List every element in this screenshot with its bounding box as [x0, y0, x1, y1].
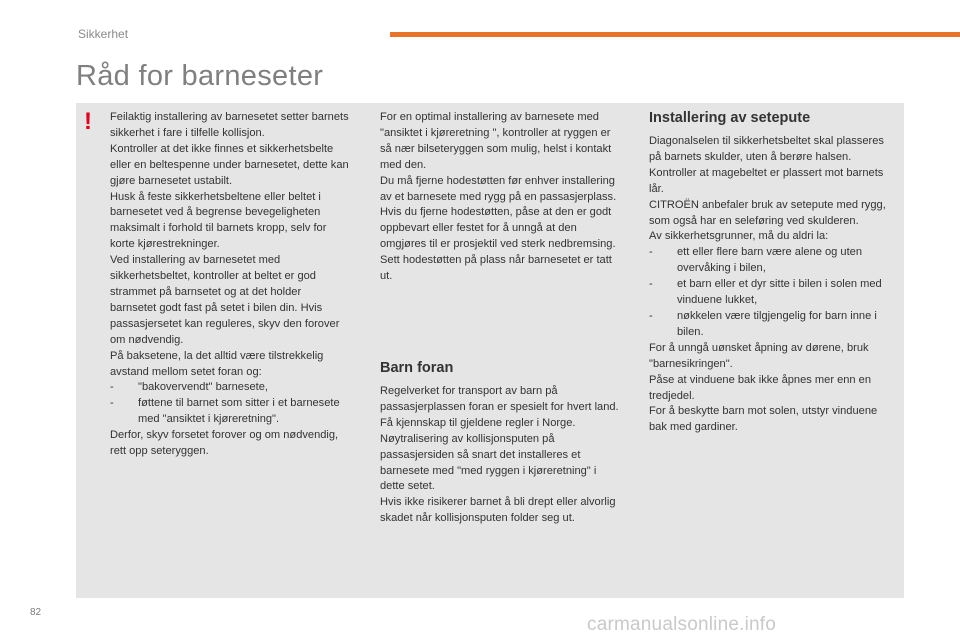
section-label: Sikkerhet — [78, 27, 129, 41]
warning-paragraph: På baksetene, la det alltid være tilstrekkelig avstand mellom setet foran og: — [110, 349, 324, 378]
warning-column — [110, 110, 350, 460]
barn-foran-paragraph: Nøytralisering av kollisjonsputen på passasjersiden så snart det installeres et barnesete med "med ryggen i kjøreretning" i dette setet. — [380, 432, 597, 493]
list-item-text: ett eller flere barn være alene og uten overvåking i bilen, — [677, 246, 863, 275]
list-item-text: føttene til barnet som sitter i et barnesete med "ansiktet i kjøreretning". — [138, 397, 340, 426]
list-marker: - — [649, 278, 653, 291]
setepute-paragraph: For å beskytte barn mot solen, utstyr vinduene bak med gardiner. — [649, 405, 878, 434]
header-accent-bar — [390, 32, 960, 37]
barn-foran-paragraph: Få kjennskap til gjeldene regler i Norge. — [380, 416, 576, 429]
barn-foran-paragraph: Hvis ikke risikerer barnet å bli drept eller alvorlig skadet når kollisjonsputen folder seg ut. — [380, 496, 616, 525]
page-number: 82 — [30, 607, 42, 618]
setepute-paragraph: Av sikkerhetsgrunner, må du aldri la: — [649, 230, 829, 243]
warning-paragraph: Derfor, skyv forsetet forover og om nødvendig, rett opp seteryggen. — [110, 429, 339, 458]
warning-paragraph: Ved installering av barnesetet med sikkerhetsbeltet, kontroller at beltet er god strammet på barnsetet og at det holder barnsetet godt fast på setet i bilen din. Hvis passasjersetet kan reguleres, skyv den forover om nødvendig. — [110, 254, 340, 346]
setepute-paragraph: Kontroller at magebeltet er plassert mot barnets lår. — [649, 166, 884, 195]
list-item — [110, 380, 350, 396]
watermark: carmanualsonline.info — [587, 614, 777, 635]
list-marker: - — [110, 397, 114, 410]
barn-foran-paragraph: Regelverket for transport av barn på passasjerplassen foran er spesielt for hvert land. — [380, 385, 619, 413]
list-item — [649, 277, 889, 309]
list-item — [649, 309, 889, 341]
setepute-paragraph: Påse at vinduene bak ikke åpnes mer enn en tredjedel. — [649, 373, 872, 402]
exclamation-icon: ! — [84, 108, 92, 135]
list-item-text: nøkkelen være tilgjengelig for barn inne i bilen. — [677, 309, 877, 338]
list-marker: - — [649, 309, 653, 322]
list-item-text: et barn eller et dyr sitte i bilen i solen med vinduene lukket, — [677, 278, 882, 307]
setepute-column — [649, 134, 889, 436]
setepute-paragraph: CITROËN anbefaler bruk av setepute med rygg, som også har en seleføring ved skulderen. — [649, 198, 886, 227]
list-item — [649, 245, 889, 277]
list-marker: - — [110, 381, 114, 394]
headrest-column — [380, 110, 620, 285]
list-marker: - — [649, 246, 653, 259]
barn-foran-column — [380, 384, 620, 527]
warning-paragraph: Husk å feste sikkerhetsbeltene eller beltet i barnesetet ved å begrense bevegeligheten maksimalt i forhold til barnets kropp, selv for korte kjørestrekninger. — [110, 190, 327, 251]
page-title: Råd for barneseter — [76, 60, 324, 92]
setepute-heading: Installering av setepute — [649, 110, 811, 126]
headrest-paragraph: Du må fjerne hodestøtten før enhver installering av et barnesete med rygg på en passasjerplass. Hvis du fjerne hodestøtten, påse at den er godt oppbevart eller festet for å unngå at den omgjøres til er prosjektil ved sterk nedbremsing. — [380, 174, 617, 251]
setepute-paragraph: Diagonalselen til sikkerhetsbeltet skal plasseres på barnets skulder, uten å berøre halsen. — [649, 135, 884, 163]
warning-paragraph: Feilaktig installering av barnesetet setter barnets sikkerhet i fare i tilfelle kollisjon. — [110, 111, 349, 139]
barn-foran-heading: Barn foran — [380, 360, 454, 376]
warning-paragraph: Kontroller at det ikke finnes et sikkerhetsbelte eller en beltespenne under barnesetet, dette kan gjøre barnesetet ustabilt. — [110, 142, 349, 187]
headrest-paragraph: Sett hodestøtten på plass når barnesetet er tatt ut. — [380, 254, 612, 283]
headrest-paragraph: For en optimal installering av barnesete med "ansiktet i kjøreretning ", kontroller at ryggen er så nær bilseteryggen som mulig, helst i kontakt med den. — [380, 111, 612, 171]
list-item — [110, 396, 350, 428]
list-item-text: "bakovervendt" barnesete, — [138, 381, 268, 394]
setepute-paragraph: For å unngå uønsket åpning av dørene, bruk "barnesikringen". — [649, 341, 869, 370]
